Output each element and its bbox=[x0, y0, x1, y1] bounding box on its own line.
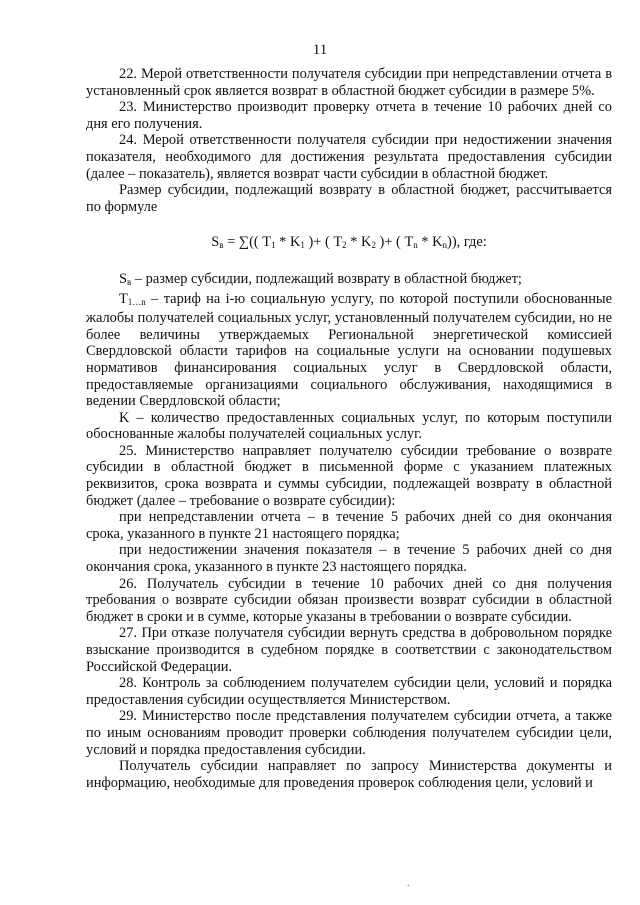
paragraph-29-continued: Получатель субсидии направляет по запросу Министерства документы и информацию, необходимые для проведения проверок соблюдения цели, условий и bbox=[86, 758, 612, 791]
definition-k: K – количество предоставленных социальных услуг, по которым поступили обоснованные жалобы получателей социальных услуг. bbox=[86, 409, 612, 443]
paragraph-28: 28. Контроль за соблюдением получателем субсидии цели, условий и порядка предоставления субсидии осуществляется Министерством. bbox=[86, 675, 612, 708]
paragraph-25-item-2: при недостижении значения показателя – в течение 5 рабочих дней со дня окончания срока, указанного в пункте 23 настоящего порядка. bbox=[86, 542, 612, 576]
paragraph-27: 27. При отказе получателя субсидии вернуть средства в добровольном порядке взыскание производится в судебном порядке в соответствии с законодательством Российской Федерации. bbox=[86, 625, 612, 675]
document-body bbox=[86, 66, 612, 791]
paragraph-26: 26. Получатель субсидии в течение 10 рабочих дней со дня получения требования о возврате субсидии обязан произвести возврат субсидии в областной бюджет в сроки и в сумме, которые указаны в требовании о возврате субсидии. bbox=[86, 575, 612, 625]
paragraph-22: 22. Мерой ответственности получателя субсидии при непредставлении отчета в установленный срок является возврат в областной бюджет субсидии в размере 5%. bbox=[86, 66, 612, 99]
paragraph-24: 24. Мерой ответственности получателя субсидии при недостижении значения показателя, необходимого для достижения результата предоставления субсидии (далее – показатель), является возврат части субсидии в областной бюджет. bbox=[86, 132, 612, 182]
page-number: 11 bbox=[312, 42, 328, 58]
paragraph-25: 25. Министерство направляет получателю субсидии требование о возврате субсидии в областной бюджет в письменной форме с указанием платежных реквизитов, срока возврата и суммы субсидии, подлежащей возврату в областной бюджет (далее – требование о возврате субсидии): bbox=[86, 442, 612, 509]
paragraph-23: 23. Министерство производит проверку отчета в течение 10 рабочих дней со дня его получения. bbox=[86, 99, 612, 132]
paragraph-29: 29. Министерство после представления получателем субсидии отчета, а также по иным основаниям проводит проверки соблюдения получателем субсидии цели, условий и порядка предоставления субсидии. bbox=[86, 708, 612, 758]
definition-t: $T_{1\dots n}$ – тариф на i-ю социальную услугу, по которой поступили обоснованные жалобы получателей социальных услуг, установленный получателем субсидии, но не более величины утверждаемых Региональной энергетической комиссией Свердловской области тарифов на социальные услуги на основании подушевых нормативов финансирования социальных услуг в Свердловской области, предоставляемые организациями социального обслуживания, находящимися в ведении Свердловской области; bbox=[86, 290, 612, 410]
definition-sv: $S_в$ – размер субсидии, подлежащий возврату в областной бюджет; bbox=[119, 270, 522, 287]
paragraph-25-item-1: при непредставлении отчета – в течение 5 рабочих дней со дня окончания срока, указанного в пункте 21 настоящего порядка; bbox=[86, 509, 612, 542]
formula: $S_в$ = ∑(( $T_1 * K_1$ )+ ( $T_2 * K_2$ )+ ( $T_n * K_n$)), где: bbox=[211, 234, 487, 251]
footer-mark: . bbox=[407, 878, 410, 889]
paragraph-formula-intro: Размер субсидии, подлежащий возврату в областной бюджет, рассчитывается по формуле bbox=[86, 182, 612, 215]
